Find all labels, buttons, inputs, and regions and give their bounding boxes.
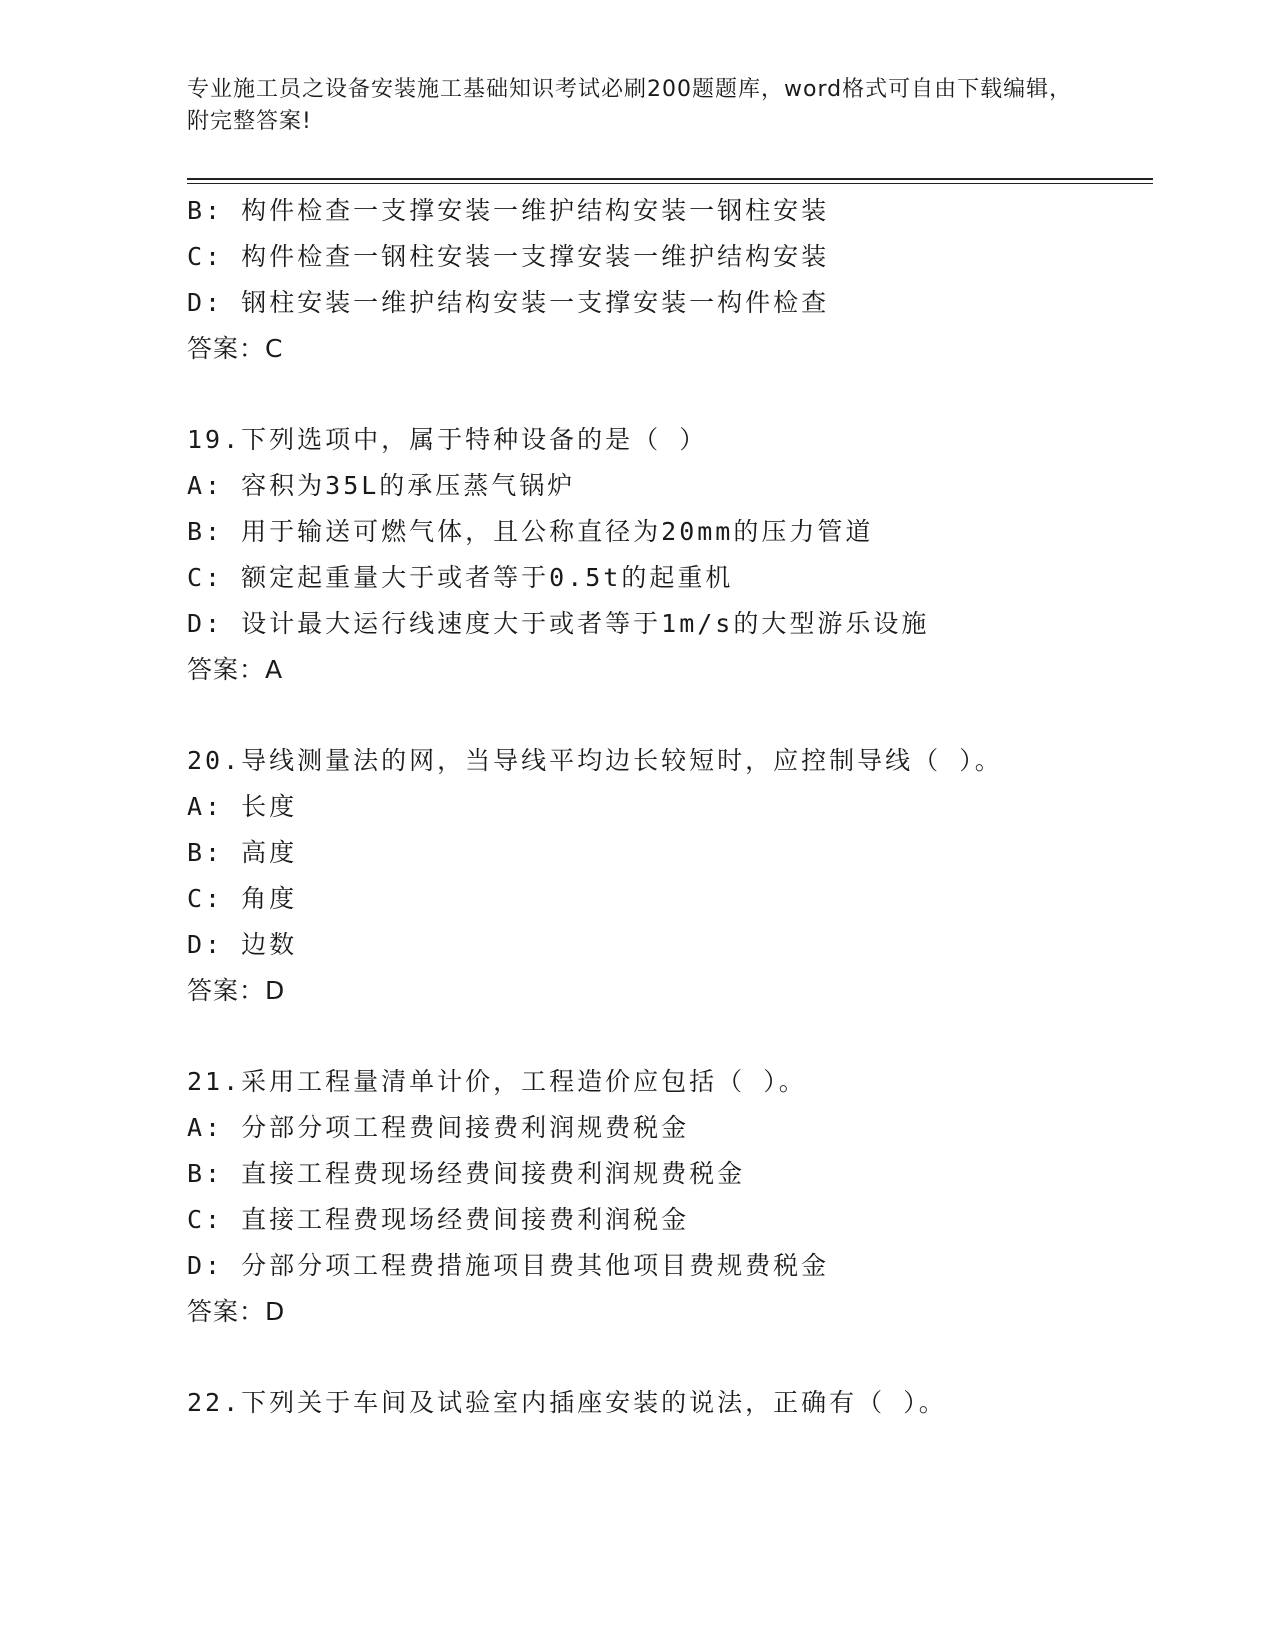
option-b: B: 用于输送可燃气体，且公称直径为20mm的压力管道 — [187, 517, 874, 546]
answer-line: 答案：C — [187, 334, 284, 363]
header-rule-thin — [187, 183, 1153, 184]
option-d: D: 分部分项工程费措施项目费其他项目费规费税金 — [187, 1251, 830, 1280]
question-block-21 — [187, 1059, 1153, 1335]
question-list — [187, 188, 1153, 1426]
spacer — [187, 372, 1153, 417]
option-c: C: 构件检查一钢柱安装一支撑安装一维护结构安装 — [187, 242, 830, 271]
option-a: A: 分部分项工程费间接费利润规费税金 — [187, 1113, 690, 1142]
option-a: A: 长度 — [187, 792, 298, 821]
answer-line: 答案：A — [187, 655, 284, 684]
spacer — [187, 1014, 1153, 1059]
question-text: 19.下列选项中，属于特种设备的是（ ） — [187, 425, 708, 454]
option-d: D: 钢柱安装一维护结构安装一支撑安装一构件检查 — [187, 288, 830, 317]
option-c: C: 角度 — [187, 884, 298, 913]
option-c: C: 直接工程费现场经费间接费利润税金 — [187, 1205, 690, 1234]
spacer — [187, 693, 1153, 738]
option-b: B: 构件检查一支撑安装一维护结构安装一钢柱安装 — [187, 196, 830, 225]
question-block-19 — [187, 417, 1153, 693]
spacer — [187, 1335, 1153, 1380]
question-block-18 — [187, 188, 1153, 372]
option-c: C: 额定起重量大于或者等于0.5t的起重机 — [187, 563, 734, 592]
document-header: 专业施工员之设备安装施工基础知识考试必刷200题题库，word格式可自由下载编辑，附完整答案! — [187, 77, 1073, 134]
option-d: D: 边数 — [187, 930, 298, 959]
question-block-22 — [187, 1380, 1153, 1426]
question-block-20 — [187, 738, 1153, 1014]
answer-line: 答案：D — [187, 976, 286, 1005]
header-rule-thick — [187, 178, 1153, 180]
question-text: 20.导线测量法的网，当导线平均边长较短时，应控制导线（ ）。 — [187, 746, 1003, 775]
option-a: A: 容积为35L的承压蒸气锅炉 — [187, 471, 576, 500]
answer-line: 答案：D — [187, 1297, 286, 1326]
option-b: B: 直接工程费现场经费间接费利润规费税金 — [187, 1159, 746, 1188]
option-b: B: 高度 — [187, 838, 298, 867]
question-text: 22.下列关于车间及试验室内插座安装的说法，正确有（ ）。 — [187, 1388, 947, 1417]
option-d: D: 设计最大运行线速度大于或者等于1m/s的大型游乐设施 — [187, 609, 930, 638]
question-text: 21.采用工程量清单计价，工程造价应包括（ ）。 — [187, 1067, 807, 1096]
